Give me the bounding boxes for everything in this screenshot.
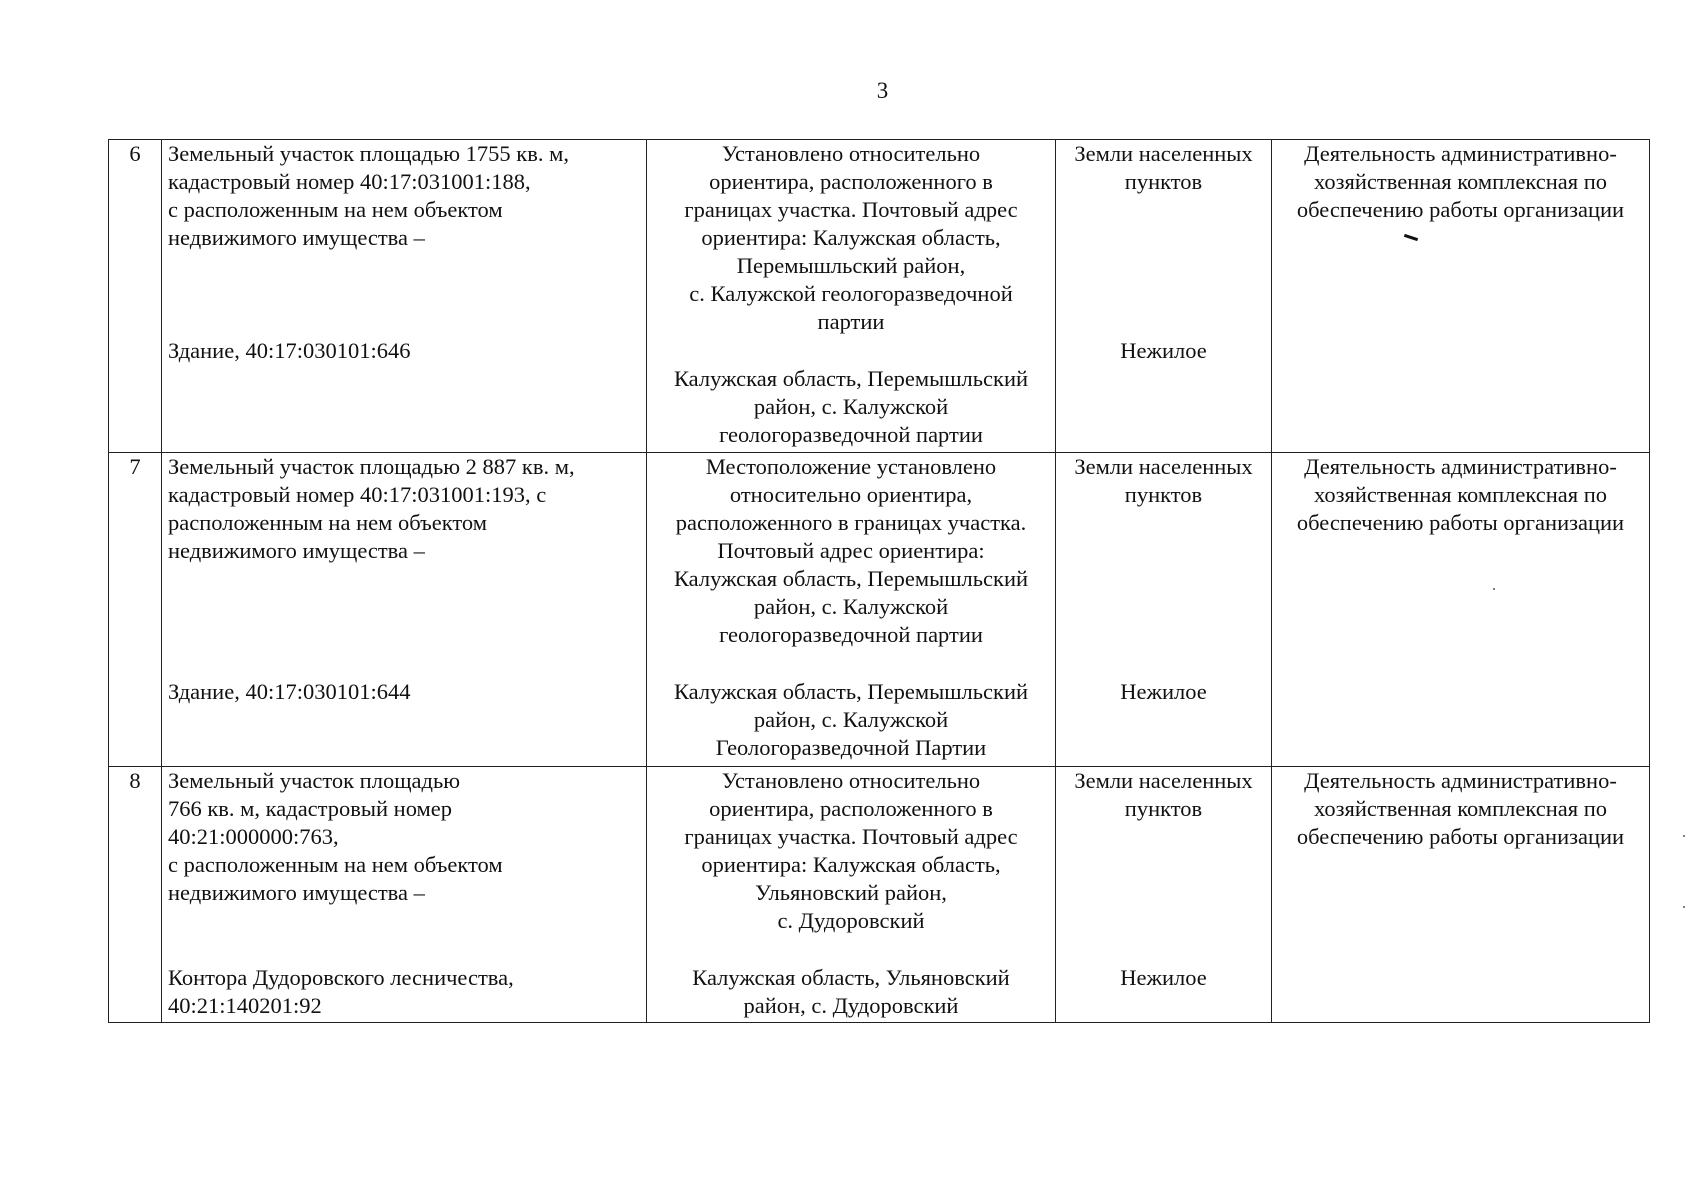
building-purpose: Нежилое: [1120, 338, 1207, 363]
category-cell: [1056, 767, 1272, 1023]
building-purpose: Нежилое: [1120, 679, 1207, 704]
building-description: Контора Дудоровского лесничества, 40:21:140201:92: [168, 965, 514, 1018]
land-plot-description: Земельный участок площадью 2 887 кв. м, кадастровый номер 40:17:031001:193, с расположенным на нем объектом недвижимого имущества –: [168, 454, 575, 563]
building-address: Калужская область, Перемышльский район, с. Калужской Геологоразведочной Партии: [673, 679, 1029, 760]
location-cell: [647, 767, 1056, 1023]
scan-speck: [1493, 588, 1495, 590]
building-address: Калужская область, Ульяновский район, с. Дудоровский: [692, 965, 1010, 1018]
land-category: Земли населенных пунктов: [1074, 768, 1253, 821]
permitted-use: Деятельность административно- хозяйственная комплексная по обеспечению работы организации: [1296, 454, 1625, 535]
permitted-use-cell: [1272, 453, 1650, 767]
page-number: 3: [876, 78, 889, 103]
permitted-use-cell: [1272, 140, 1650, 453]
land-plot-description: Земельный участок площадью 1755 кв. м, кадастровый номер 40:17:031001:188, с расположенным на нем объектом недвижимого имущества –: [168, 141, 569, 250]
object-description-cell: [162, 140, 647, 453]
table-row: [109, 140, 1650, 453]
building-description: Здание, 40:17:030101:646: [168, 338, 411, 363]
land-plot-location: Местоположение установлено относительно ориентира, расположенного в границах участка. Почтовый адрес ориентира: Калужская область, Перемышльский район, с. Калужской геологоразведочной партии: [673, 454, 1029, 647]
category-cell: [1056, 140, 1272, 453]
permitted-use: Деятельность административно- хозяйственная комплексная по обеспечению работы организации: [1296, 768, 1625, 849]
row-number: 7: [109, 453, 162, 767]
land-category: Земли населенных пунктов: [1074, 141, 1253, 194]
permitted-use-cell: [1272, 767, 1650, 1023]
land-category: Земли населенных пунктов: [1074, 454, 1253, 507]
location-cell: [647, 140, 1056, 453]
building-description: Здание, 40:17:030101:644: [168, 679, 411, 704]
table-row: [109, 453, 1650, 767]
row-number: 8: [109, 767, 162, 1023]
scan-speck: [1683, 835, 1685, 837]
property-table: [108, 139, 1650, 1023]
land-plot-location: Установлено относительно ориентира, расположенного в границах участка. Почтовый адрес ориентира: Калужская область, Ульяновский район, с. Дудоровский: [684, 768, 1018, 933]
object-description-cell: [162, 767, 647, 1023]
scan-speck: [1683, 906, 1685, 908]
category-cell: [1056, 453, 1272, 767]
permitted-use: Деятельность административно- хозяйственная комплексная по обеспечению работы организации: [1296, 141, 1625, 222]
location-cell: [647, 453, 1056, 767]
building-purpose: Нежилое: [1120, 965, 1207, 990]
building-address: Калужская область, Перемышльский район, с. Калужской геологоразведочной партии: [673, 366, 1029, 447]
row-number: 6: [109, 140, 162, 453]
land-plot-description: Земельный участок площадью 766 кв. м, кадастровый номер 40:21:000000:763, с расположенным на нем объектом недвижимого имущества –: [168, 768, 503, 905]
object-description-cell: [162, 453, 647, 767]
table-row: [109, 767, 1650, 1023]
land-plot-location: Установлено относительно ориентира, расположенного в границах участка. Почтовый адрес ориентира: Калужская область, Перемышльский район, с. Калужской геологоразведочной партии: [684, 141, 1018, 334]
